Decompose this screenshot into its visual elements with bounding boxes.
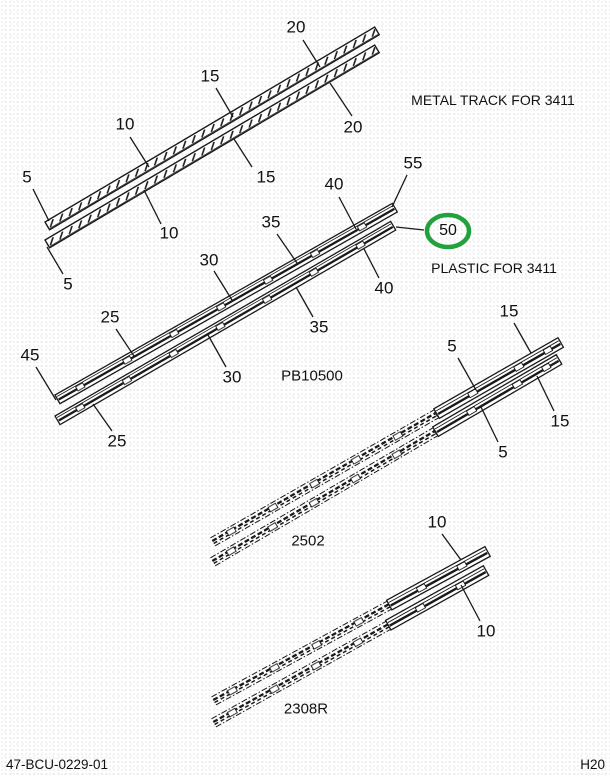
plastic-track-caption: PLASTIC FOR 3411: [431, 260, 557, 276]
callout-2502-15-top: 15: [499, 301, 519, 321]
page-code: H20: [580, 757, 605, 772]
callout-plastic-30-bottom: 30: [222, 367, 242, 387]
callout-metal-15-bottom: 15: [256, 167, 276, 187]
metal-track-graphic: [45, 27, 379, 248]
callout-metal-20-top: 20: [286, 17, 306, 37]
callout-2502-5-top: 5: [447, 336, 457, 356]
callout-plastic-35-bottom: 35: [309, 317, 329, 337]
callout-plastic-35-top: 35: [261, 212, 281, 232]
strip-2308r-label: 2308R: [283, 700, 329, 718]
callout-plastic-50-highlighted: 50: [439, 222, 457, 239]
callout-plastic-40-top: 40: [324, 174, 344, 194]
callout-plastic-30-top: 30: [199, 250, 219, 270]
callout-metal-5-top: 5: [22, 167, 32, 187]
callout-plastic-25-bottom: 25: [107, 431, 127, 451]
callout-plastic-25-top: 25: [100, 307, 120, 327]
callout-plastic-55: 55: [403, 153, 423, 173]
document-number: 47-BCU-0229-01: [6, 757, 109, 772]
callout-metal-5-bottom: 5: [63, 274, 73, 294]
strip-2502-label: 2502: [291, 532, 325, 550]
callout-metal-10-bottom: 10: [159, 223, 179, 243]
callout-metal-20-bottom: 20: [343, 117, 363, 137]
callout-2308r-10-top: 10: [427, 512, 447, 532]
callout-metal-10-top: 10: [115, 114, 135, 134]
callout-metal-15-top: 15: [200, 66, 220, 86]
callout-2502-15-bottom: 15: [550, 411, 570, 431]
metal-track-caption: METAL TRACK FOR 3411: [411, 92, 575, 108]
plastic-part-number: PB10500: [281, 367, 343, 385]
track-2502-graphic: [210, 338, 563, 567]
callout-plastic-45: 45: [20, 345, 40, 365]
callout-2308r-10-bottom: 10: [476, 621, 496, 641]
callout-2502-5-bottom: 5: [498, 442, 508, 462]
track-2308r-graphic: [211, 547, 490, 728]
callout-plastic-40-bottom: 40: [374, 278, 394, 298]
